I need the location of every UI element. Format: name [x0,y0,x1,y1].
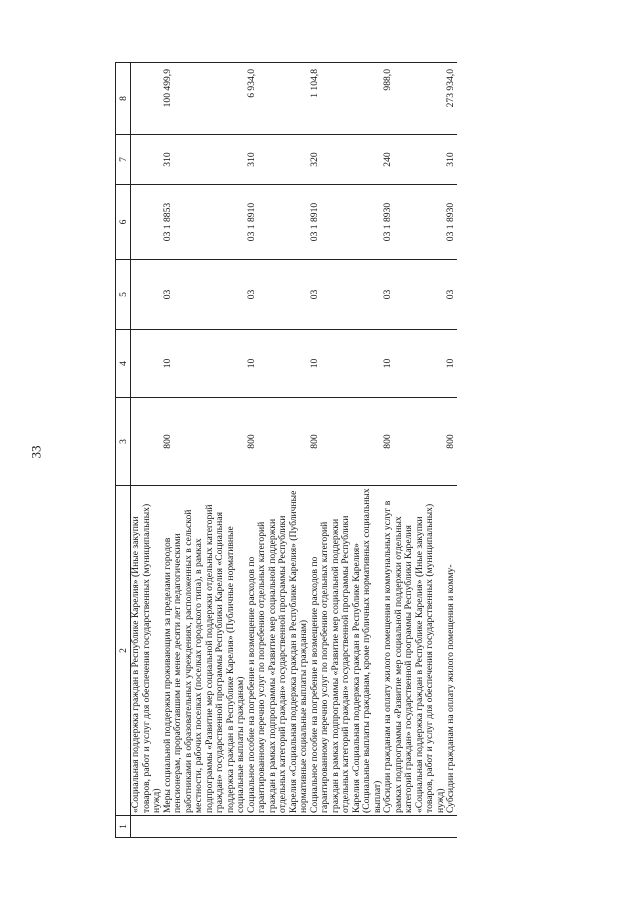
header-col-7: 7 [116,135,131,185]
code-6-cell: 03 1 8910 [247,185,310,260]
code-3-cell: 800 [383,398,446,486]
table-row [163,63,247,838]
code-7-cell: 320 [310,135,384,185]
header-col-2: 2 [116,486,131,816]
header-col-5: 5 [116,260,131,330]
code-7-cell [131,135,163,185]
table-row [383,63,446,838]
code-6-cell: 03 1 8930 [383,185,446,260]
amount-cell: 273 934,0 [446,63,457,135]
code-3-cell: 800 [163,398,247,486]
amount-cell: 100 499,9 [163,63,247,135]
description-cell: Социальное пособие на погребение и возмещение расходов по гарантированному перечню услуг по погребению отдельных категорий граждан в рамках подпрограммы «Развитие мер социальной поддержки отдельных категорий граждан» государственной программы Республики Карелия «Социальная поддержка граждан в Республике Карелия» (Публичные нормативные социальные выплаты гражданам) [247,486,310,816]
description-cell: «Социальная поддержка граждан в Республике Карелия» (Иные закупки товаров, работ и услуг для обеспечения государственных (муниципальных) нужд) [131,486,163,816]
code-4-cell [131,330,163,398]
code-7-cell: 310 [247,135,310,185]
table-row [310,63,384,838]
code-4-cell: 10 [163,330,247,398]
amount-cell: 6 934,0 [247,63,310,135]
code-4-cell: 10 [446,330,457,398]
code-5-cell: 03 [247,260,310,330]
row-number-cell [163,816,247,838]
description-cell: Субсидии гражданам на оплату жилого помещения и коммунальных услуг в рамках подпрограммы «Развитие мер социальной поддержки отдельных категорий граждан» государственной программы Республики Карелия «Социальная поддержка граждан в Республике Карелия» (Иные закупки товаров, работ и услуг для обеспечения государственных (муниципальных) нужд) [383,486,446,816]
code-6-cell [131,185,163,260]
code-7-cell: 240 [383,135,446,185]
amount-cell: 1 104,8 [310,63,384,135]
code-6-cell: 03 1 8930 [446,185,457,260]
table-row [446,63,457,838]
code-6-cell: 03 1 8853 [163,185,247,260]
description-cell: Социальное пособие на погребение и возмещение расходов по гарантированному перечню услуг по погребению отдельных категорий граждан в рамках подпрограммы «Развитие мер социальной поддержки отдельных категорий граждан» государственной программы Республики Карелия «Социальная поддержка граждан в Республике Карелия» (Социальные выплаты гражданам, кроме публичных нормативных социальных выплат) [310,486,384,816]
row-number-cell [446,816,457,838]
code-5-cell [131,260,163,330]
rotated-table-container [115,63,605,838]
code-7-cell: 310 [446,135,457,185]
budget-table [115,62,457,838]
code-4-cell: 10 [310,330,384,398]
table-row [131,63,163,838]
header-col-3: 3 [116,398,131,486]
header-col-8: 8 [116,63,131,135]
code-3-cell: 800 [247,398,310,486]
code-3-cell: 800 [310,398,384,486]
row-number-cell [383,816,446,838]
code-5-cell: 03 [310,260,384,330]
amount-cell [131,63,163,135]
row-number-cell [131,816,163,838]
amount-cell: 988,0 [383,63,446,135]
row-number-cell [247,816,310,838]
code-3-cell [131,398,163,486]
code-7-cell: 310 [163,135,247,185]
code-5-cell: 03 [163,260,247,330]
code-4-cell: 10 [247,330,310,398]
table-row [247,63,310,838]
header-col-6: 6 [116,185,131,260]
header-col-1: 1 [116,816,131,838]
code-6-cell: 03 1 8910 [310,185,384,260]
page-number: 33 [28,445,44,459]
row-number-cell [310,816,384,838]
description-cell: Субсидии гражданам на оплату жилого помещения и комму- [446,486,457,816]
description-cell: Меры социальной поддержки проживающим за пределами городов пенсионерам, проработавшим не менее десяти лет педагогическими работниками в образовательных учреждениях, расположенных в сельской местности, рабочих поселках (поселках городского типа), в рамках подпрограммы «Развитие мер социальной поддержки отдельных категорий граждан» государственной программы Республики Карелия «Социальная поддержка граждан в Республике Карелия» (Публичные нормативные социальные выплаты гражданам) [163,486,247,816]
code-3-cell: 800 [446,398,457,486]
code-5-cell: 03 [383,260,446,330]
code-5-cell: 03 [446,260,457,330]
header-col-4: 4 [116,330,131,398]
code-4-cell: 10 [383,330,446,398]
table-header-row [116,63,131,838]
